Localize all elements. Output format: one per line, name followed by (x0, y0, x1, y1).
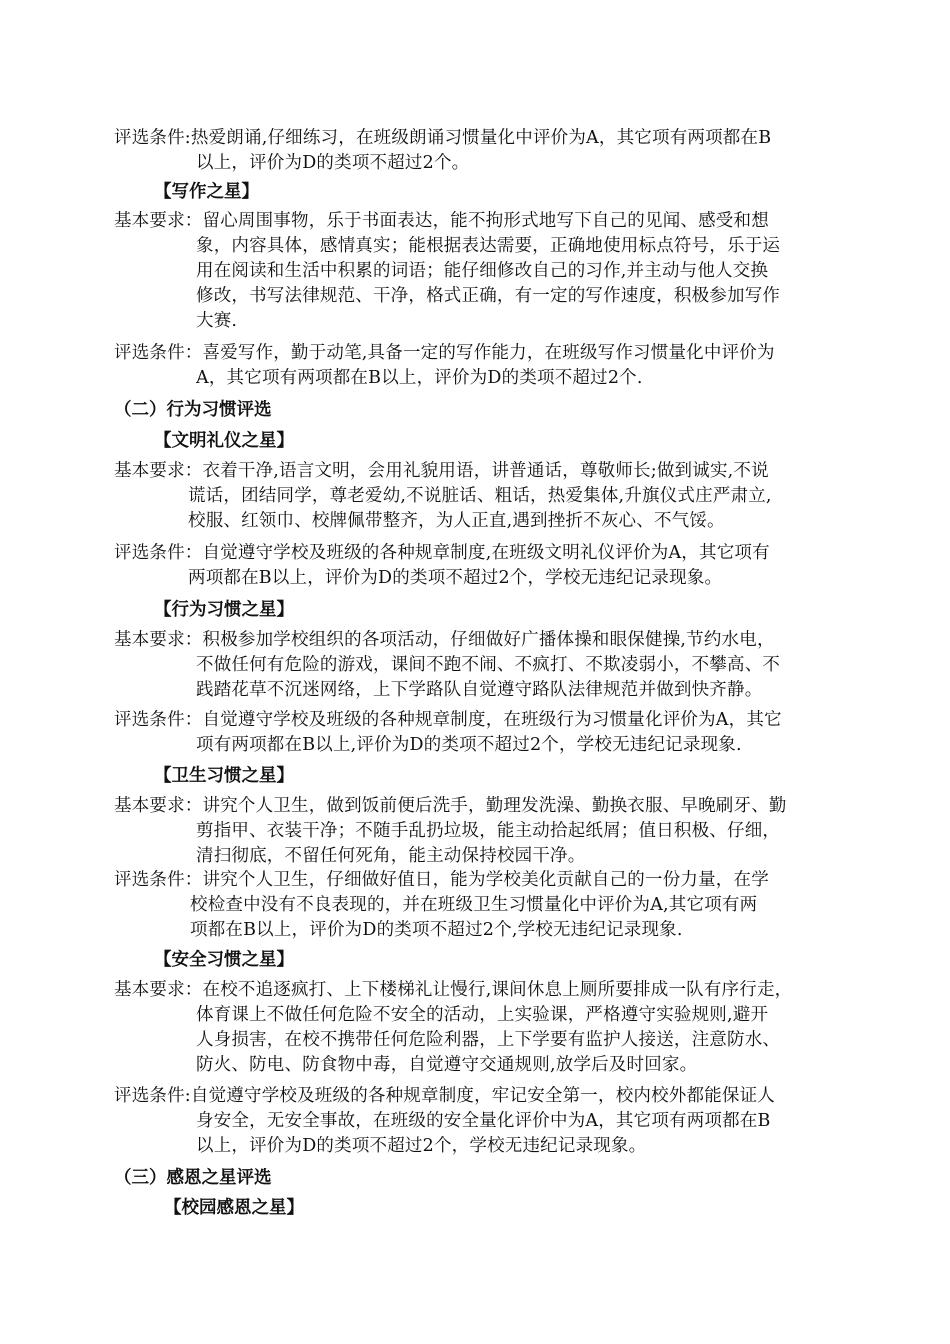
heading-campus-gratitude-star: 【校园感恩之星】 (164, 1198, 304, 1218)
text-line: 评选条件:热爱朗诵,仔细练习，在班级朗诵习惯量化中评价为A，其它项有两项都在B (114, 128, 772, 148)
heading-hygiene-star: 【卫生习惯之星】 (154, 766, 294, 786)
text-line: 防火、防电、防食物中毒，自觉遵守交通规则,放学后及时回家。 (196, 1055, 698, 1075)
text-line: 评选条件:自觉遵守学校及班级的各种规章制度，牢记安全第一，校内校外都能保证人 (114, 1086, 775, 1106)
text-line: 评选条件：自觉遵守学校及班级的各种规章制度,在班级文明礼仪评价为A，其它项有 (114, 543, 770, 563)
text-line: 基本要求：积极参加学校组织的各项活动，仔细做好广播体操和眼保健操,节约水电， (114, 630, 775, 650)
text-line: 评选条件：自觉遵守学校及班级的各种规章制度，在班级行为习惯量化评价为A，其它 (114, 710, 782, 730)
selection-criteria-paragraph (114, 541, 840, 591)
text-line: 基本要求：留心周围事物，乐于书面表达，能不拘形式地写下自己的见闻、感受和想 (114, 211, 769, 231)
text-line: 以上，评价为D的类项不超过2个。 (196, 153, 470, 173)
text-line: 评选条件：喜爱写作，勤于动笔,具备一定的写作能力，在班级写作习惯量化中评价为 (114, 343, 775, 363)
text-line: 校服、红领巾、校牌佩带整齐，为人正直,遇到挫折不灰心、不气馁。 (188, 511, 725, 531)
text-line: 基本要求：衣着干净,语言文明，会用礼貌用语，讲普通话，尊敬师长;做到诚实,不说 (114, 461, 769, 481)
section-heading-gratitude: （三）感恩之星评选 (114, 1168, 272, 1188)
basic-requirements-paragraph (114, 978, 840, 1078)
text-line: A，其它项有两项都在B以上，评价为D的类项不超过2个. (196, 368, 643, 388)
selection-criteria-paragraph (114, 126, 840, 176)
text-line: 基本要求：讲究个人卫生，做到饭前便后洗手，勤理发洗澡、勤换衣服、早晚刷牙、勤 (114, 796, 787, 816)
text-line: 人身损害，在校不携带任何危险利器，上下学要有监护人接送，注意防水、 (196, 1030, 781, 1050)
text-line: 用在阅读和生活中积累的词语；能仔细修改自己的习作,并主动与他人交换 (196, 261, 769, 281)
text-line: 剪指甲、衣装干净；不随手乱扔垃圾，能主动拾起纸屑；值日积极、仔细， (196, 821, 781, 841)
basic-requirements-paragraph (114, 209, 840, 334)
text-line: 校检查中没有不良表现的，并在班级卫生习惯量化中评价为A,其它项有两 (190, 895, 758, 915)
text-line: 两项都在B以上，评价为D的类项不超过2个，学校无违纪记录现象。 (188, 568, 723, 588)
text-line: 谎话，团结同学，尊老爱幼,不说脏话、粗话，热爱集体,升旗仪式庄严肃立, (188, 486, 772, 506)
selection-criteria-paragraph (114, 868, 840, 943)
text-line: 体育课上不做任何危险不安全的活动，上实验课，严格遵守实验规则,避开 (196, 1005, 769, 1025)
heading-safety-star: 【安全习惯之星】 (154, 950, 294, 970)
basic-requirements-paragraph (114, 459, 840, 534)
selection-criteria-paragraph (114, 708, 840, 758)
text-line: 清扫彻底，不留任何死角，能主动保持校园干净。 (196, 846, 586, 866)
selection-criteria-paragraph (114, 1084, 840, 1159)
section-heading-behavior: （二）行为习惯评选 (114, 400, 272, 420)
heading-behavior-star: 【行为习惯之星】 (154, 600, 294, 620)
text-line: 象，内容具体，感情真实；能根据表达需要，正确地使用标点符号，乐于运 (196, 236, 781, 256)
basic-requirements-paragraph (114, 628, 840, 703)
text-line: 践踏花草不沉迷网络，上下学路队自觉遵守路队法律规范并做到快齐静。 (196, 680, 763, 700)
text-line: 以上，评价为D的类项不超过2个，学校无违纪记录现象。 (196, 1136, 647, 1156)
text-line: 大赛. (196, 311, 238, 331)
text-line: 修改，书写法律规范、干净，格式正确，有一定的写作速度，积极参加写作 (196, 286, 781, 306)
heading-civility-star: 【文明礼仪之星】 (154, 431, 294, 451)
basic-requirements-paragraph (114, 794, 840, 869)
selection-criteria-paragraph (114, 341, 840, 391)
heading-writing-star: 【写作之星】 (154, 182, 259, 202)
text-line: 项有两项都在B以上,评价为D的类项不超过2个，学校无违纪记录现象. (196, 735, 742, 755)
text-line: 项都在B以上，评价为D的类项不超过2个,学校无违纪记录现象. (190, 920, 683, 940)
text-line: 基本要求：在校不追逐疯打、上下楼梯礼让慢行,课间休息上厕所要排成一队有序行走， (114, 980, 793, 1000)
text-line: 评选条件：讲究个人卫生，仔细做好值日，能为学校美化贡献自己的一份力量，在学 (114, 870, 769, 890)
text-line: 不做任何有危险的游戏，课间不跑不闹、不疯打、不欺凌弱小，不攀高、不 (196, 655, 781, 675)
text-line: 身安全，无安全事故，在班级的安全量化评价中为A，其它项有两项都在B (196, 1111, 771, 1131)
